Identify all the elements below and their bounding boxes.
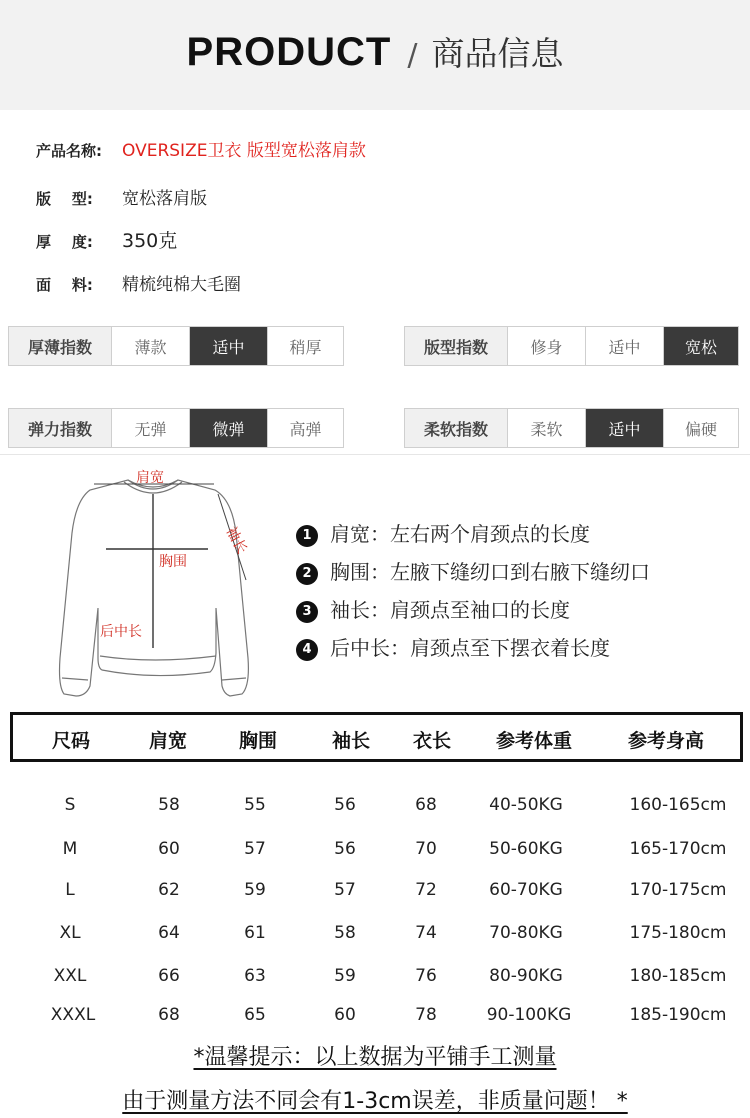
- cell-size: S: [64, 795, 76, 815]
- note-line: [0, 1040, 750, 1071]
- table-row: [0, 795, 750, 819]
- info-label: 版 型:: [36, 190, 93, 208]
- index-name: 版型指数: [405, 327, 508, 365]
- cell-shoulder: 62: [158, 880, 180, 900]
- cell-chest: 59: [244, 880, 266, 900]
- cell-shoulder: 60: [158, 839, 180, 859]
- info-fit: [36, 184, 207, 209]
- sweater-measurement-diagram: [40, 458, 270, 706]
- label-sleeve: 袖长: [222, 524, 250, 557]
- cell-length: 68: [415, 795, 437, 815]
- cell-sleeve: 57: [334, 880, 356, 900]
- cell-sleeve: 56: [334, 795, 356, 815]
- index-thickness: [8, 326, 344, 366]
- legend-item: [296, 632, 610, 661]
- cell-sleeve: 58: [334, 923, 356, 943]
- header-title: [0, 28, 750, 75]
- cell-shoulder: 58: [158, 795, 180, 815]
- cell-chest: 55: [244, 795, 266, 815]
- col-header-size: 尺码: [51, 730, 91, 752]
- label-chest: 胸围: [159, 554, 187, 570]
- cell-weight: 40-50KG: [489, 795, 563, 815]
- note-text: 由于测量方法不同会有1-3cm误差，非质量问题！ *: [122, 1089, 628, 1114]
- col-header-shoulder: 肩宽: [148, 730, 188, 752]
- index-option: 修身: [508, 327, 586, 365]
- index-option-selected: 宽松: [664, 327, 738, 365]
- cell-size: L: [65, 880, 75, 900]
- cell-height: 165-170cm: [629, 839, 727, 859]
- cell-height: 160-165cm: [629, 795, 727, 815]
- index-elasticity: [8, 408, 344, 448]
- index-name: 弹力指数: [9, 409, 112, 447]
- cell-sleeve: 60: [334, 1005, 356, 1025]
- index-fit: [404, 326, 739, 366]
- cell-size: XL: [59, 923, 81, 943]
- info-value: 350克: [122, 230, 178, 252]
- cell-chest: 57: [244, 839, 266, 859]
- legend-text: 袖长：肩颈点至袖口的长度: [330, 598, 570, 622]
- index-option: 柔软: [508, 409, 586, 447]
- cell-shoulder: 64: [158, 923, 180, 943]
- cell-length: 76: [415, 966, 437, 986]
- title-cn: 商品信息: [431, 34, 564, 73]
- legend-item: [296, 556, 650, 585]
- legend-number: 4: [296, 639, 318, 661]
- info-product-name: [36, 136, 366, 161]
- cell-length: 78: [415, 1005, 437, 1025]
- index-option-selected: 适中: [190, 327, 268, 365]
- cell-chest: 65: [244, 1005, 266, 1025]
- col-header-height: 参考身高: [627, 730, 705, 752]
- legend-item: [296, 594, 570, 623]
- cell-length: 74: [415, 923, 437, 943]
- legend-item: [296, 518, 590, 547]
- cell-weight: 50-60KG: [489, 839, 563, 859]
- cell-height: 185-190cm: [629, 1005, 727, 1025]
- page-header: [0, 0, 750, 110]
- cell-weight: 70-80KG: [489, 923, 563, 943]
- table-row: [0, 839, 750, 863]
- cell-height: 180-185cm: [629, 966, 727, 986]
- legend-text: 后中长：肩颈点至下摆衣着长度: [330, 636, 610, 660]
- index-option: 无弹: [112, 409, 190, 447]
- info-value: OVERSIZE卫衣 版型宽松落肩款: [122, 141, 366, 161]
- info-value: 宽松落肩版: [122, 189, 207, 209]
- info-fabric: [36, 270, 241, 295]
- info-label: 厚 度:: [36, 233, 93, 251]
- table-row: [0, 1005, 750, 1029]
- col-header-sleeve: 袖长: [331, 730, 371, 752]
- col-header-length: 衣长: [412, 730, 452, 752]
- cell-weight: 60-70KG: [489, 880, 563, 900]
- col-header-chest: 胸围: [238, 730, 278, 752]
- col-header-weight: 参考体重: [495, 730, 573, 752]
- label-shoulder: 肩宽: [136, 470, 164, 486]
- index-option: 稍厚: [268, 327, 343, 365]
- legend-number: 1: [296, 525, 318, 547]
- legend-number: 3: [296, 601, 318, 623]
- index-option-selected: 微弹: [190, 409, 268, 447]
- index-option: 高弹: [268, 409, 343, 447]
- cell-length: 70: [415, 839, 437, 859]
- index-option-selected: 适中: [586, 409, 664, 447]
- legend-text: 胸围：左腋下缝纫口到右腋下缝纫口: [330, 560, 650, 584]
- cell-weight: 80-90KG: [489, 966, 563, 986]
- cell-size: XXXL: [50, 1005, 96, 1025]
- title-slash: /: [407, 38, 418, 73]
- section-divider: [0, 454, 750, 455]
- cell-chest: 61: [244, 923, 266, 943]
- cell-size: XXL: [53, 966, 87, 986]
- cell-weight: 90-100KG: [486, 1005, 572, 1025]
- cell-sleeve: 56: [334, 839, 356, 859]
- info-thickness: [36, 226, 177, 253]
- info-value: 精梳纯棉大毛圈: [122, 275, 241, 295]
- index-name: 柔软指数: [405, 409, 508, 447]
- note-line: [0, 1084, 750, 1115]
- table-row: [0, 966, 750, 990]
- note-text: *温馨提示：以上数据为平铺手工测量: [193, 1045, 557, 1070]
- info-label: 面 料:: [36, 276, 93, 294]
- size-table-header: [10, 712, 743, 762]
- cell-height: 170-175cm: [629, 880, 727, 900]
- label-back-length: 后中长: [100, 624, 142, 640]
- legend-text: 肩宽：左右两个肩颈点的长度: [330, 522, 590, 546]
- cell-height: 175-180cm: [629, 923, 727, 943]
- table-row: [0, 880, 750, 904]
- index-option: 适中: [586, 327, 664, 365]
- cell-shoulder: 68: [158, 1005, 180, 1025]
- index-name: 厚薄指数: [9, 327, 112, 365]
- legend-number: 2: [296, 563, 318, 585]
- cell-length: 72: [415, 880, 437, 900]
- cell-shoulder: 66: [158, 966, 180, 986]
- index-option: 偏硬: [664, 409, 738, 447]
- cell-chest: 63: [244, 966, 266, 986]
- cell-size: M: [62, 839, 78, 859]
- cell-sleeve: 59: [334, 966, 356, 986]
- table-row: [0, 923, 750, 947]
- title-en: PRODUCT: [186, 30, 392, 74]
- index-option: 薄款: [112, 327, 190, 365]
- info-label: 产品名称:: [36, 142, 102, 160]
- index-softness: [404, 408, 739, 448]
